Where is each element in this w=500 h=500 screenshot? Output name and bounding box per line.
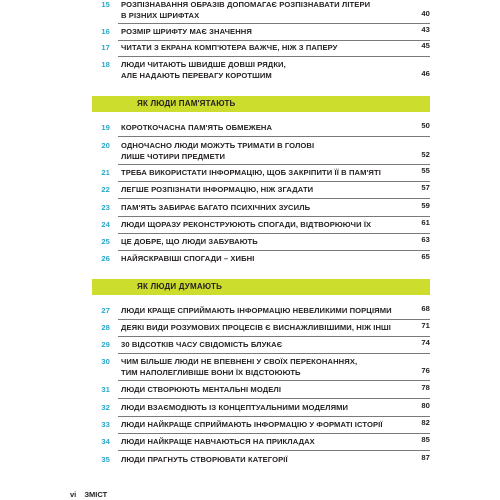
toc-entry (101, 304, 430, 317)
entry-page-number: 82 (421, 418, 430, 427)
entry-page-number: 52 (421, 149, 430, 159)
entry-page-number: 57 (421, 183, 430, 192)
entry-title-line: ЛЮДИ КРАЩЕ СПРИЙМАЮТЬ ІНФОРМАЦІЮ НЕВЕЛИКИМИ ПОРЦІЯМИ (121, 306, 392, 315)
entry-page-number: 71 (421, 321, 430, 330)
entry-page-number: 65 (421, 252, 430, 261)
page-footer (70, 490, 107, 499)
entry-page-number: 45 (421, 41, 430, 50)
toc-entry (101, 218, 430, 231)
entry-page-number: 85 (421, 435, 430, 444)
entry-title-line: ЛЮДИ НАЙКРАЩЕ НАВЧАЮТЬСЯ НА ПРИКЛАДАХ (121, 437, 315, 446)
entry-title-line: ЧИМ БІЛЬШЕ ЛЮДИ НЕ ВПЕВНЕНІ У СВОЇХ ПЕРЕКОНАННЯХ, (121, 357, 358, 366)
entry-number: 31 (101, 385, 110, 394)
entry-title-line: РОЗМІР ШРИФТУ МАЄ ЗНАЧЕННЯ (121, 27, 252, 36)
toc-entry (101, 41, 430, 54)
entry-page-number: 40 (421, 8, 430, 18)
entry-divider (118, 250, 430, 251)
entry-title-line: ЛЕГШЕ РОЗПІЗНАТИ ІНФОРМАЦІЮ, НІЖ ЗГАДАТИ (121, 185, 314, 194)
toc-entry (101, 166, 430, 179)
entry-page-number: 87 (421, 453, 430, 462)
entry-number: 21 (101, 168, 110, 177)
toc-entry (101, 383, 430, 396)
entry-number: 24 (101, 220, 110, 229)
entry-number: 26 (101, 254, 110, 263)
entry-title-line: ЛЮДИ ПРАГНУТЬ СТВОРЮВАТИ КАТЕГОРІЇ (121, 455, 288, 464)
toc-entry (101, 0, 430, 21)
entry-divider (118, 181, 430, 182)
entry-number: 33 (101, 420, 110, 429)
entry-page-number: 78 (421, 383, 430, 392)
entry-number: 32 (101, 403, 110, 412)
entry-title-line: ЛЮДИ ЧИТАЮТЬ ШВИДШЕ ДОВШІ РЯДКИ, (121, 60, 286, 69)
toc-entry (101, 453, 430, 466)
chapter-band (92, 279, 430, 295)
entry-title-line: ПАМ'ЯТЬ ЗАБИРАЄ БАГАТО ПСИХІЧНИХ ЗУСИЛЬ (121, 203, 311, 212)
entry-divider (118, 136, 430, 137)
entry-page-number: 43 (421, 25, 430, 34)
entry-title-line: ТИМ НАПОЛЕГЛИВІШЕ ВОНИ ЇХ ВІДСТОЮЮТЬ (121, 367, 301, 377)
entry-title-line: АЛЕ НАДАЮТЬ ПЕРЕВАГУ КОРОТШИМ (121, 70, 272, 80)
entry-page-number: 76 (421, 365, 430, 375)
entry-number: 20 (101, 141, 110, 150)
toc-entry (101, 201, 430, 214)
entry-title-line: ЧИТАТИ З ЕКРАНА КОМП'ЮТЕРА ВАЖЧЕ, НІЖ З ПАПЕРУ (121, 43, 338, 52)
entry-page-number: 61 (421, 218, 430, 227)
entry-divider (118, 416, 430, 417)
entry-title-line: ЛЮДИ ВЗАЄМОДІЮТЬ ІЗ КОНЦЕПТУАЛЬНИМИ МОДЕЛЯМИ (121, 403, 349, 412)
entry-number: 25 (101, 237, 110, 246)
toc-entry (101, 435, 430, 448)
entry-page-number: 50 (421, 121, 430, 130)
entry-page-number: 55 (421, 166, 430, 175)
entry-title-line: РОЗПІЗНАВАННЯ ОБРАЗІВ ДОПОМАГАЄ РОЗПІЗНАВАТИ ЛІТЕРИ (121, 0, 371, 9)
entry-title-line: ЛЮДИ СТВОРЮЮТЬ МЕНТАЛЬНІ МОДЕЛІ (121, 385, 282, 394)
toc-entry (101, 357, 430, 378)
entry-title-line: ДЕЯКІ ВИДИ РОЗУМОВИХ ПРОЦЕСІВ Є ВИСНАЖЛИВІШИМИ, НІЖ ІНШІ (121, 323, 391, 332)
toc-entry (101, 235, 430, 248)
entry-number: 22 (101, 185, 110, 194)
entry-page-number: 80 (421, 401, 430, 410)
entry-number: 35 (101, 455, 110, 464)
entry-title-line: ЛЮДИ ЩОРАЗУ РЕКОНСТРУЮЮТЬ СПОГАДИ, ВІДТВОРЮЮЧИ ЇХ (121, 220, 372, 229)
entry-page-number: 68 (421, 304, 430, 313)
entry-divider (118, 336, 430, 337)
entry-number: 18 (101, 60, 110, 69)
entry-title-line: В РІЗНИХ ШРИФТАХ (121, 10, 200, 20)
entry-divider (118, 380, 430, 381)
entry-number: 34 (101, 437, 110, 446)
toc-entry (101, 252, 430, 265)
toc-entry (101, 60, 430, 81)
entry-page-number: 74 (421, 338, 430, 347)
entry-number: 30 (101, 357, 110, 366)
entry-divider (118, 198, 430, 199)
entry-divider (118, 164, 430, 165)
toc-entry (101, 25, 430, 38)
entry-page-number: 63 (421, 235, 430, 244)
entry-number: 28 (101, 323, 110, 332)
page-folio: vi (70, 490, 77, 499)
toc-entry (101, 183, 430, 196)
entry-title-line: ЛЮДИ НАЙКРАЩЕ СПРИЙМАЮТЬ ІНФОРМАЦІЮ У ФОРМАТІ ІСТОРІЇ (121, 420, 383, 429)
entry-divider (118, 433, 430, 434)
entry-title-line: ЦЕ ДОБРЕ, ЩО ЛЮДИ ЗАБУВАЮТЬ (121, 237, 258, 246)
toc-entry (101, 121, 430, 134)
toc-entry (101, 338, 430, 351)
footer-section-title: ЗМІСТ (84, 490, 108, 499)
chapter-title: ЯК ЛЮДИ ДУМАЮТЬ (137, 282, 223, 291)
toc-entry (101, 141, 430, 162)
entry-divider (118, 353, 430, 354)
entry-title-line: ТРЕБА ВИКОРИСТАТИ ІНФОРМАЦІЮ, ЩОБ ЗАКРІПИТИ ЇЇ В ПАМ'ЯТІ (121, 168, 381, 177)
entry-number: 15 (101, 0, 110, 9)
entry-title-line: КОРОТКОЧАСНА ПАМ'ЯТЬ ОБМЕЖЕНА (121, 123, 273, 132)
entry-divider (118, 398, 430, 399)
entry-title-line: ОДНОЧАСНО ЛЮДИ МОЖУТЬ ТРИМАТИ В ГОЛОВІ (121, 141, 315, 150)
toc-entry (101, 401, 430, 414)
entry-number: 29 (101, 340, 110, 349)
chapter-title: ЯК ЛЮДИ ПАМ'ЯТАЮТЬ (137, 99, 236, 108)
entry-number: 23 (101, 203, 110, 212)
entry-title-line: НАЙЯСКРАВІШІ СПОГАДИ – ХИБНІ (121, 254, 255, 263)
entry-number: 19 (101, 123, 110, 132)
entry-divider (118, 319, 430, 320)
entry-title-line: ЛИШЕ ЧОТИРИ ПРЕДМЕТИ (121, 151, 226, 161)
entry-divider (118, 233, 430, 234)
entry-divider (118, 40, 430, 41)
toc-entry (101, 321, 430, 334)
entry-divider (118, 23, 430, 24)
entry-page-number: 59 (421, 201, 430, 210)
entry-divider (118, 56, 430, 57)
entry-number: 27 (101, 306, 110, 315)
entry-divider (118, 216, 430, 217)
entry-number: 16 (101, 27, 110, 36)
entry-divider (118, 450, 430, 451)
entry-page-number: 46 (421, 68, 430, 78)
entry-title-line: 30 ВІДСОТКІВ ЧАСУ СВІДОМІСТЬ БЛУКАЄ (121, 340, 283, 349)
toc-entry (101, 418, 430, 431)
entry-number: 17 (101, 43, 110, 52)
chapter-band (92, 96, 430, 112)
